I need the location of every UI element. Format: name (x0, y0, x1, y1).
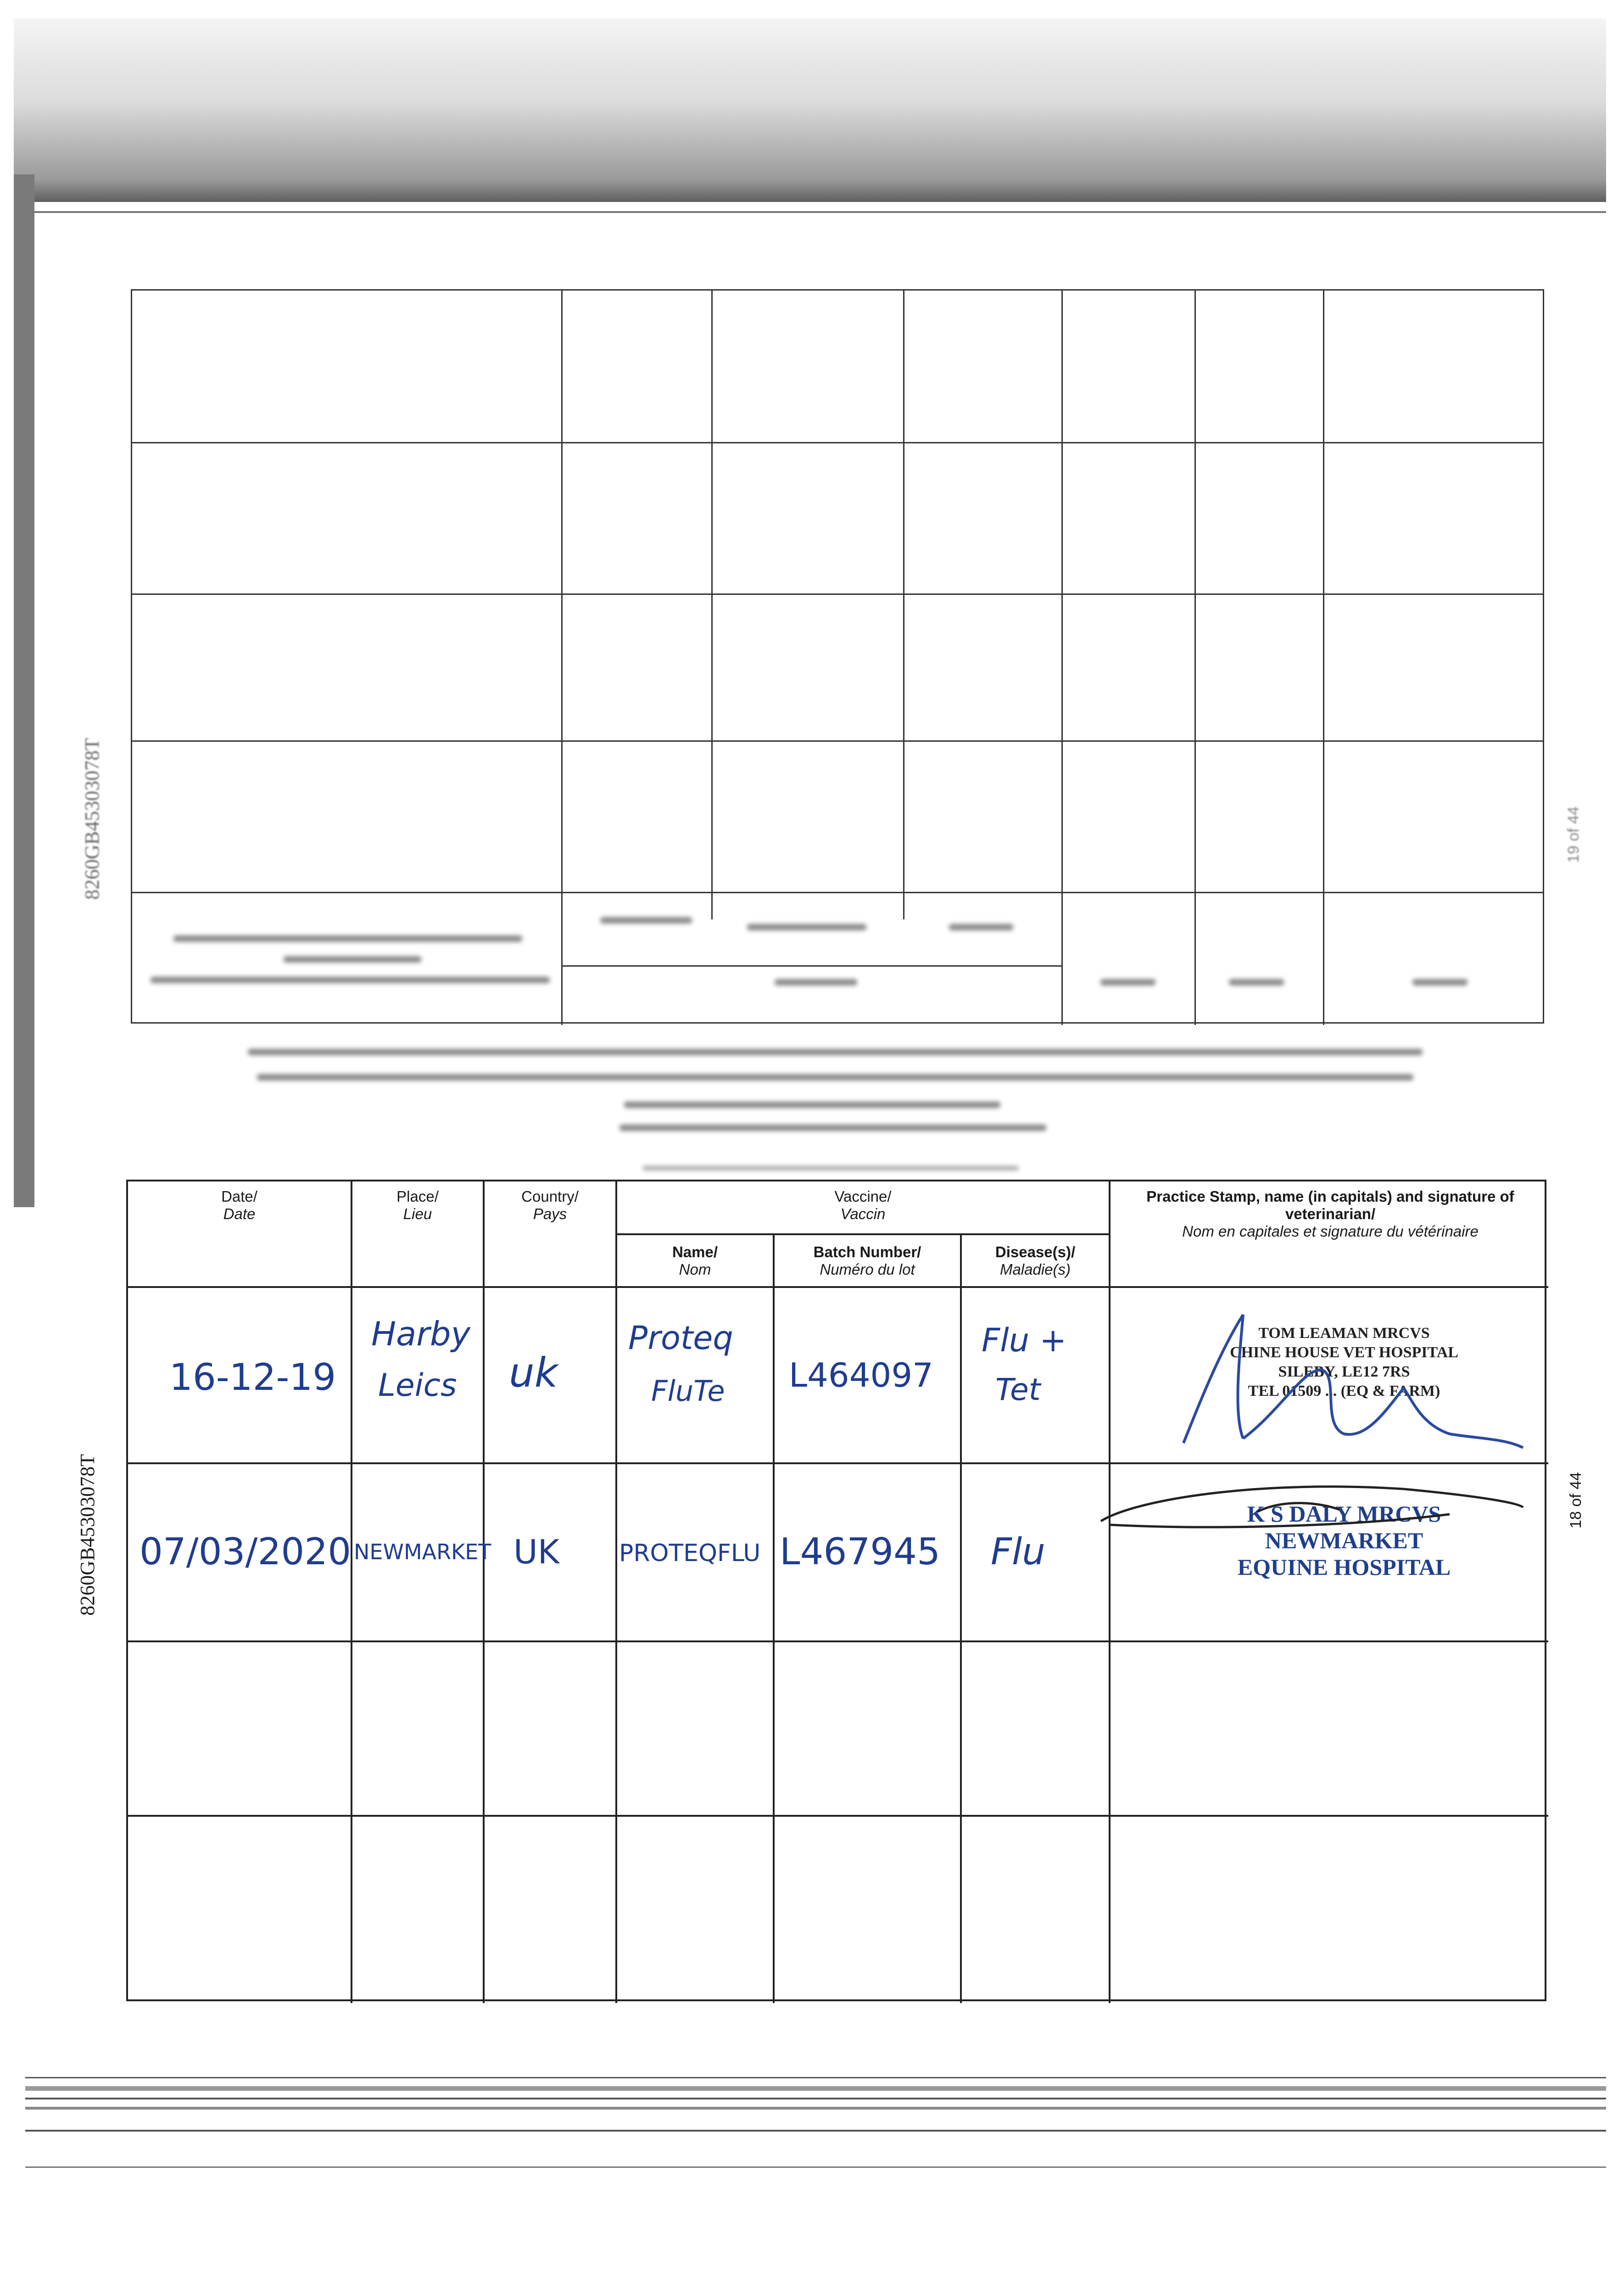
row1-place-line1: Harby (371, 1315, 471, 1353)
scanner-shadow (14, 18, 1606, 202)
blurred-footnote-5 (642, 1166, 1019, 1170)
blurred-footnote-2 (257, 1074, 1413, 1080)
blurred-footnote-1 (248, 1049, 1423, 1055)
row1-disease-line2: Tet (995, 1372, 1041, 1407)
row1-vaccine-name-line1: Proteq (628, 1319, 733, 1357)
scan-line (25, 2086, 1606, 2091)
row1-place-line2: Leics (378, 1367, 457, 1404)
header-practice-stamp: Practice Stamp, name (in capitals) and signature of veterinarian/ Nom en capitales et signature du vétérinaire (1146, 1188, 1514, 1240)
row1-vaccine-name-line2: FluTe (651, 1374, 725, 1408)
row2-vaccine-name: PROTEQFLU (619, 1539, 761, 1567)
header-batch-number: Batch Number/ Numéro du lot (813, 1243, 921, 1278)
row2-vet-signature (1083, 1471, 1541, 1539)
row1-vet-signature (1128, 1296, 1541, 1461)
header-date: Date/ Date (221, 1188, 257, 1222)
scan-line (25, 2166, 1606, 2168)
page-edge (14, 174, 34, 1207)
scan-line (25, 2130, 1606, 2132)
row2-disease: Flu (991, 1530, 1045, 1573)
document-code-lower: 8260GB45303078T (76, 1454, 99, 1616)
row2-date: 07/03/2020 (140, 1530, 352, 1573)
row1-disease-line1: Flu + (982, 1321, 1066, 1359)
row1-practice-stamp: TOM LEAMAN MRCVS CHINE HOUSE VET HOSPITAL SILEBY, LE12 7RS TEL 01509 ... (EQ & FARM) (1230, 1325, 1458, 1399)
header-vaccine-name: Name/ Nom (672, 1243, 718, 1278)
scan-line (25, 2077, 1606, 2078)
blurred-footnote-4 (619, 1125, 1046, 1131)
row1-date: 16-12-19 (169, 1356, 336, 1399)
page-number-lower: 18 of 44 (1567, 1472, 1585, 1528)
vaccination-record-table (126, 1180, 1546, 2001)
row2-practice-stamp: K S DALY MRCVS NEWMARKET EQUINE HOSPITAL (1237, 1501, 1451, 1580)
scan-line (25, 2107, 1606, 2110)
header-country: Country/ Pays (521, 1188, 579, 1222)
header-vaccine: Vaccine/ Vaccin (834, 1188, 892, 1222)
row2-country: UK (513, 1533, 559, 1571)
page-number-upper: 19 of 44 (1565, 806, 1582, 863)
row1-country: uk (509, 1349, 558, 1396)
header-disease: Disease(s)/ Maladie(s) (995, 1243, 1076, 1278)
row2-batch-number: L467945 (780, 1530, 940, 1573)
blurred-footnote-3 (624, 1102, 1000, 1108)
document-code-upper: 8260GB45303078T (81, 738, 103, 900)
row1-batch-number: L464097 (789, 1356, 933, 1394)
page-top-edge (32, 211, 1606, 213)
header-place: Place/ Lieu (396, 1188, 439, 1222)
previous-page-table (131, 289, 1544, 1024)
row2-place: NEWMARKET (354, 1539, 491, 1564)
scan-line (25, 2098, 1606, 2099)
